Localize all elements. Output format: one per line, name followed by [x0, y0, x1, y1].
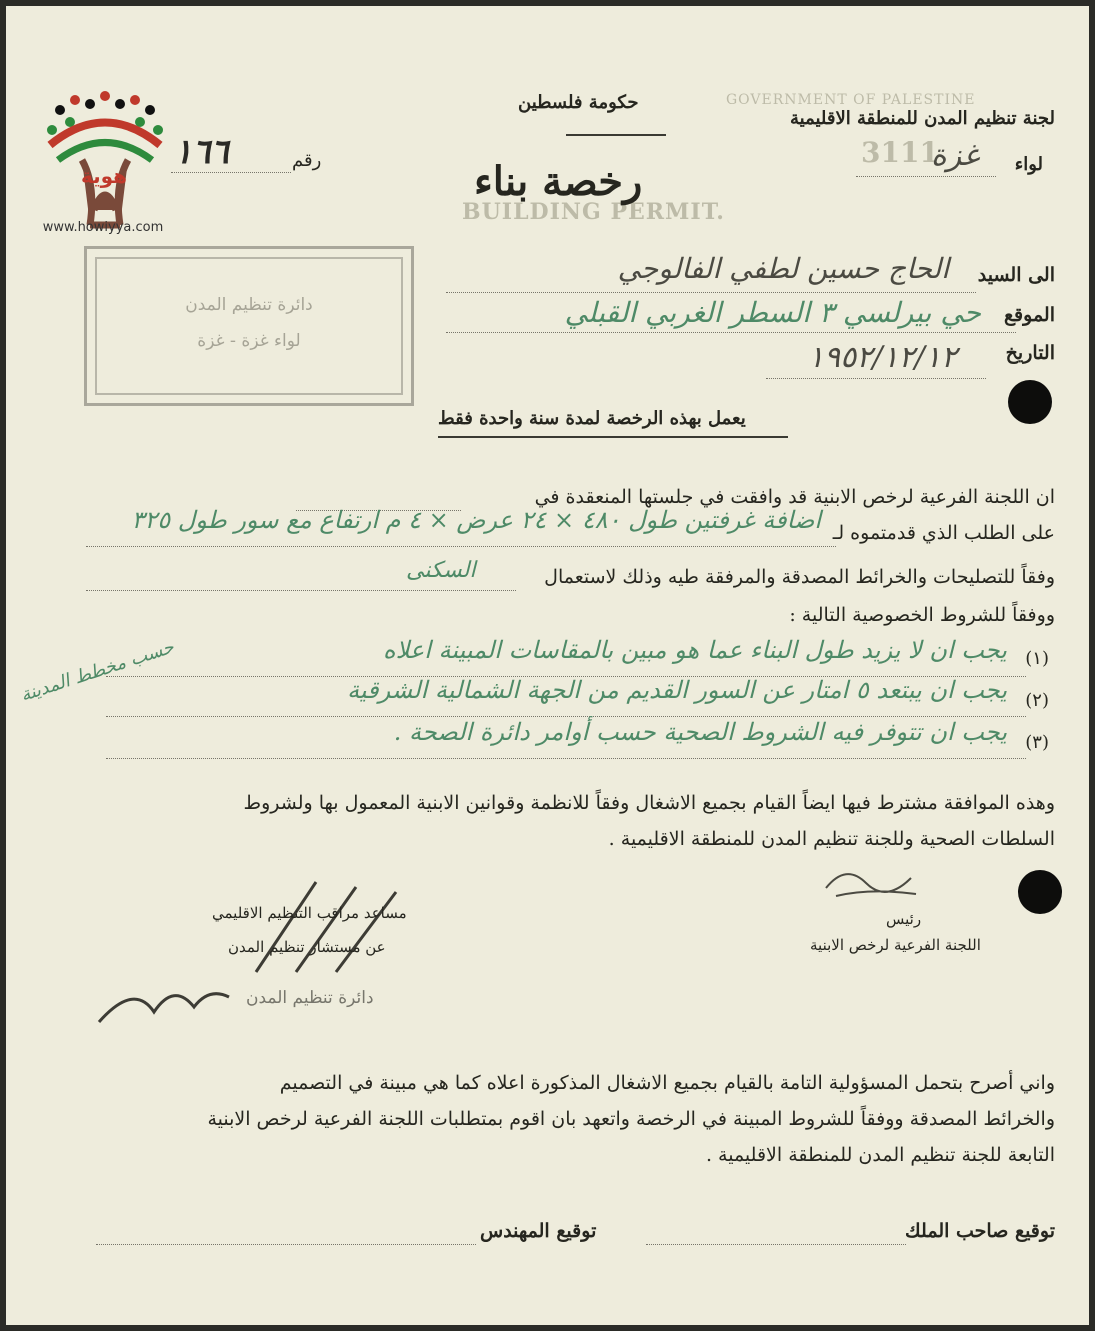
body-line-2-value: اضافة غرفتين طول ٤٨٠ × ٢٤ عرض × ٤ م ارتفاع مع سور طول ٣٢٥ — [131, 506, 821, 534]
document-title: رخصة بناء — [474, 158, 643, 205]
number-value: ١٦٦ — [174, 132, 229, 172]
date-line — [766, 378, 986, 379]
location-line — [446, 332, 1016, 333]
logo-url: www.howiyya.com — [42, 220, 164, 235]
validity-note: يعمل بهذه الرخصة لمدة سنة واحدة فقط — [438, 408, 746, 429]
number-label: رقم — [292, 150, 322, 171]
condition-1-text: يجب ان لا يزيد طول البناء عما هو مبين بالمقاسات المبينة اعلاه — [383, 636, 1007, 664]
stamp-line-2: لواء غزة - غزة — [197, 331, 301, 351]
declaration-line-2: والخرائط المصدقة ووفقاً للشروط المبينة في الرخصة واتعهد بان اقوم بمتطلبات اللجنة الفرعية لرخص الابنية — [207, 1108, 1055, 1130]
declaration-line-1: واني أصرح بتحمل المسؤولية التامة بالقيام بجميع الاشغال المذكورة اعلاه كما هي مبينة في التصميم — [279, 1072, 1055, 1094]
punch-hole-bottom — [1018, 870, 1062, 914]
department-stamp-text: دائرة تنظيم المدن — [246, 988, 374, 1008]
committee-name: لجنة تنظيم المدن للمنطقة الاقليمية — [790, 108, 1055, 129]
faded-english-title: BUILDING PERMIT. — [462, 199, 725, 225]
president-committee: اللجنة الفرعية لرخص الابنية — [810, 936, 981, 954]
to-value: الحاج حسين لطفي الفالوجي — [617, 252, 949, 285]
location-value: حي بيرلسي ٣ السطر الغربي القبلي — [564, 296, 981, 329]
faded-english-government: GOVERNMENT OF PALESTINE — [726, 92, 976, 108]
body-line-2-fill — [86, 546, 836, 547]
condition-3-number: (٣) — [1025, 732, 1049, 753]
condition-1-number: (١) — [1025, 648, 1049, 669]
margin-note: حسب مخطط المدينة — [18, 636, 177, 706]
government-name: حكومة فلسطين — [518, 92, 639, 113]
faded-number: 3111 — [861, 136, 939, 169]
date-label: التاريخ — [1005, 342, 1055, 364]
liwa-value: غزة — [931, 138, 979, 173]
punch-hole-top — [1008, 380, 1052, 424]
body-line-3-value: السكنى — [406, 558, 476, 583]
condition-2-line — [106, 716, 1026, 717]
stamp-line-1: دائرة تنظيم المدن — [185, 295, 313, 315]
location-label: الموقع — [1003, 304, 1055, 326]
body-line-3-fill — [86, 590, 516, 591]
engineer-signature-label: توقيع المهندس — [480, 1220, 597, 1242]
validity-underline — [438, 436, 788, 438]
condition-3-text: يجب ان تتوفر فيه الشروط الصحية حسب أوامر دائرة الصحة . — [393, 718, 1007, 746]
body-line-1: ان اللجنة الفرعية لرخص الابنية قد وافقت في جلستها المنعقدة في — [534, 486, 1055, 508]
office-stamp — [84, 246, 414, 406]
body-line-4: ووفقاً للشروط الخصوصية التالية : — [789, 604, 1055, 626]
declaration-line-3: التابعة للجنة تنظيم المدن للمنطقة الاقليمية . — [705, 1144, 1055, 1166]
approval-line-2: السلطات الصحية وللجنة تنظيم المدن للمنطقة الاقليمية . — [608, 828, 1055, 850]
body-line-3-label: وفقاً للتصليحات والخرائط المصدقة والمرفقة طيه وذلك لاستعمال — [544, 566, 1055, 588]
approval-line-1: وهذه الموافقة مشترط فيها ايضاً القيام بجميع الاشغال وفقاً للانظمة وقوانين الابنية المعمول بها ولشروط — [243, 792, 1055, 814]
date-value: ١٩٥٢/١٢/١٢ — [807, 340, 957, 375]
liwa-line — [856, 176, 996, 177]
assistant-title: مساعد مراقب التنظيم الاقليمي — [212, 904, 407, 922]
condition-2-number: (٢) — [1025, 690, 1049, 711]
handwritten-initials — [94, 972, 234, 1032]
liwa-label: لواء — [1014, 154, 1043, 175]
assistant-subtitle: عن مستشار تنظيم المدن — [228, 938, 386, 956]
condition-2-text: يجب ان يبتعد ٥ امتار عن السور القديم من الجهة الشمالية الشرقية — [347, 676, 1007, 704]
owner-signature-line — [646, 1244, 906, 1245]
to-line — [446, 292, 976, 293]
president-title: رئيس — [886, 910, 922, 928]
header-rule — [566, 134, 666, 136]
owner-signature-label: توقيع صاحب الملك — [905, 1220, 1055, 1242]
logo-mark-text: هوية — [80, 164, 128, 188]
assistant-signature-strokes — [236, 872, 406, 982]
engineer-signature-line — [96, 1244, 476, 1245]
to-label: الى السيد — [977, 264, 1055, 286]
body-line-2-label: على الطلب الذي قدمتموه لـ — [832, 522, 1055, 544]
condition-3-line — [106, 758, 1026, 759]
number-line — [171, 172, 291, 173]
president-signature — [816, 858, 926, 908]
